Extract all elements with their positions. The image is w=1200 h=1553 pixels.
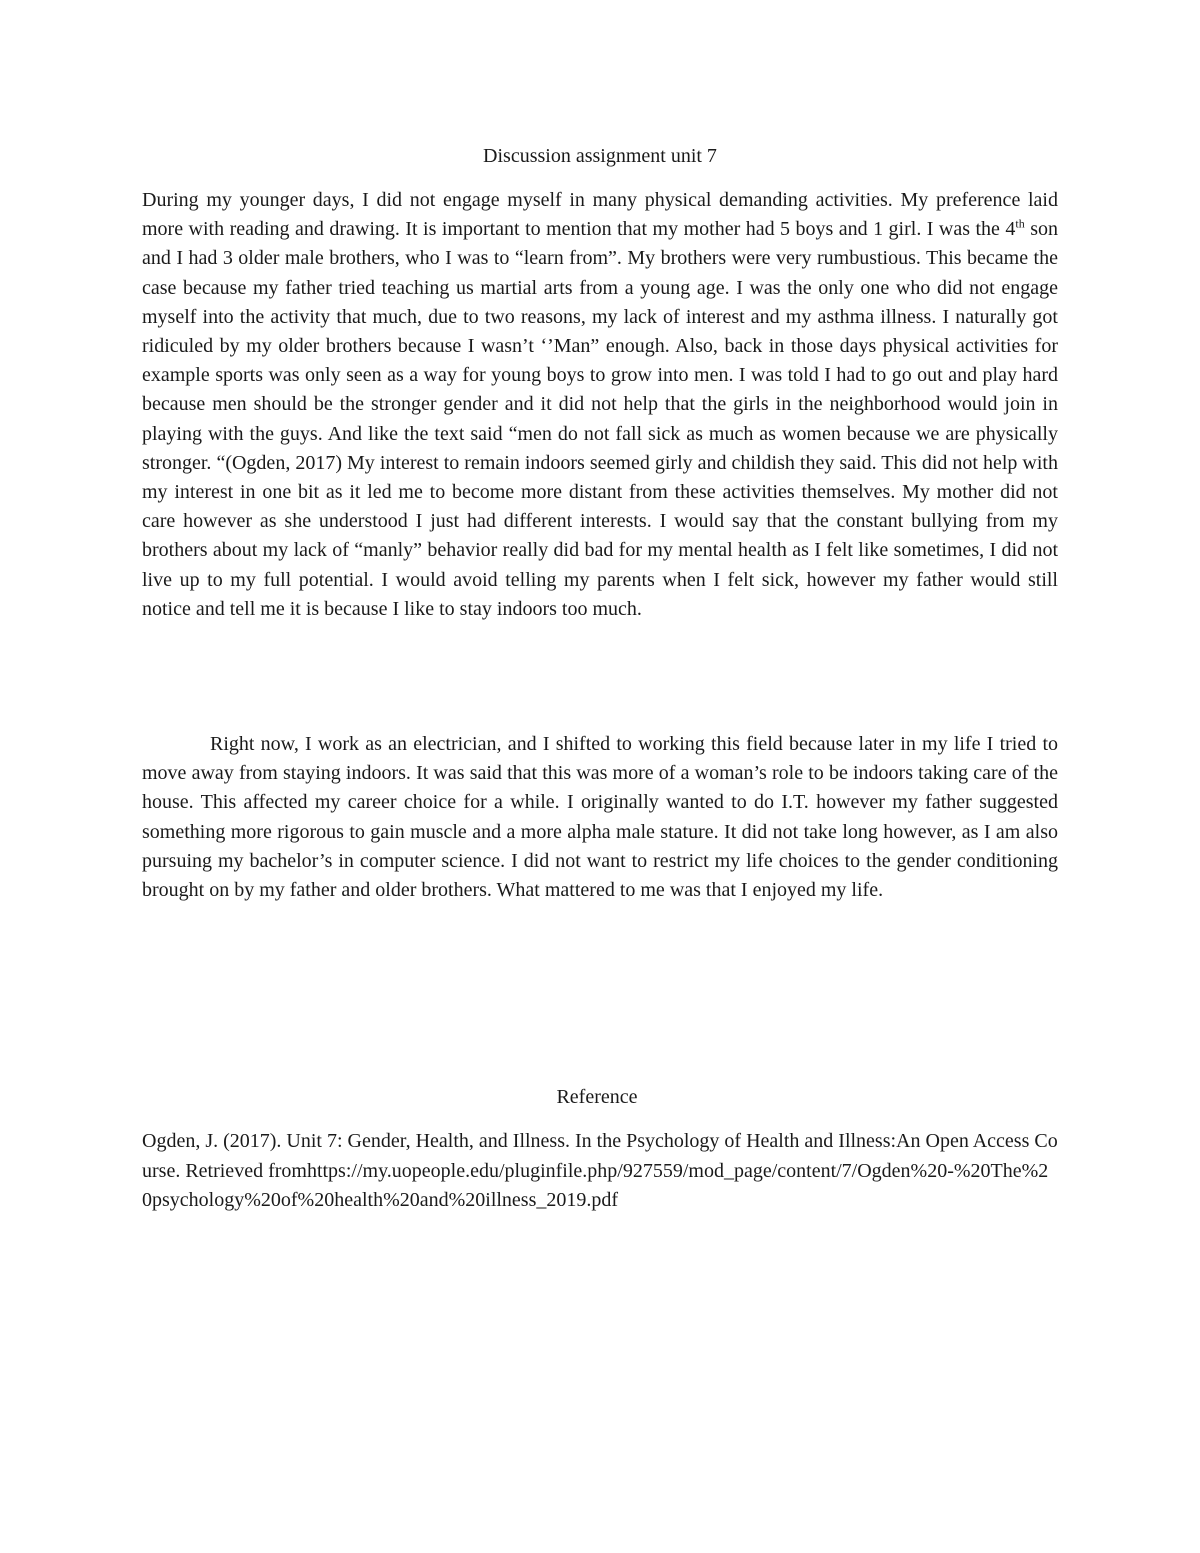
- paragraph-1-text-start: During my younger days, I did not engage myself in many physical demanding activities. My preference laid more with reading and drawing. It is important to mention that my mother had 5 boys and 1 girl. I was the 4: [142, 189, 1058, 241]
- ordinal-superscript: th: [1015, 216, 1025, 231]
- body-paragraph-1: [142, 186, 1058, 624]
- document-title: Discussion assignment unit 7: [483, 145, 717, 167]
- paragraph-1-text-end: son and I had 3 older male brothers, who I was to “learn from”. My brothers were very rumbustious. This became the case because my father tried teaching us martial arts from a young age. I was the only one who did not engage myself into the activity that much, due to two reasons, my lack of interest and my asthma illness. I naturally got ridiculed by my older brothers because I wasn’t ‘’Man” enough. Also, back in those days physical activities for example sports was only seen as a way for young boys to grow into men. I was told I had to go out and play hard because men should be the stronger gender and it did not help that the girls in the neighborhood would join in playing with the guys. And like the text said “men do not fall sick as much as women because we are physically stronger. “(Ogden, 2017) My interest to remain indoors seemed girly and childish they said. This did not help with my interest in one bit as it led me to become more distant from these activities themselves. My mother did not care however as she understood I just had different interests. I would say that the constant bullying from my brothers about my lack of “manly” behavior really did bad for my mental health as I felt like sometimes, I did not live up to my full potential. I would avoid telling my parents when I felt sick, however my father would still notice and tell me it is because I like to stay indoors too much.: [142, 218, 1058, 620]
- reference-heading: Reference: [556, 1086, 638, 1108]
- reference-entry: Ogden, J. (2017). Unit 7: Gender, Health, and Illness. In the Psychology of Health and Illness:An Open Access Course. Retrieved fromhttps://my.uopeople.edu/pluginfile.php/927559/mod_page/content/7/Ogden%20-%20The%20psychology%20of%20health%20and%20illness_2019.pdf: [142, 1130, 1058, 1211]
- body-paragraph-2: Right now, I work as an electrician, and I shifted to working this field because later in my life I tried to move away from staying indoors. It was said that this was more of a woman’s role to be indoors taking care of the house. This affected my career choice for a while. I originally wanted to do I.T. however my father suggested something more rigorous to gain muscle and a more alpha male stature. It did not take long however, as I am also pursuing my bachelor’s in computer science. I did not want to restrict my life choices to the gender conditioning brought on by my father and older brothers. What mattered to me was that I enjoyed my life.: [142, 733, 1058, 902]
